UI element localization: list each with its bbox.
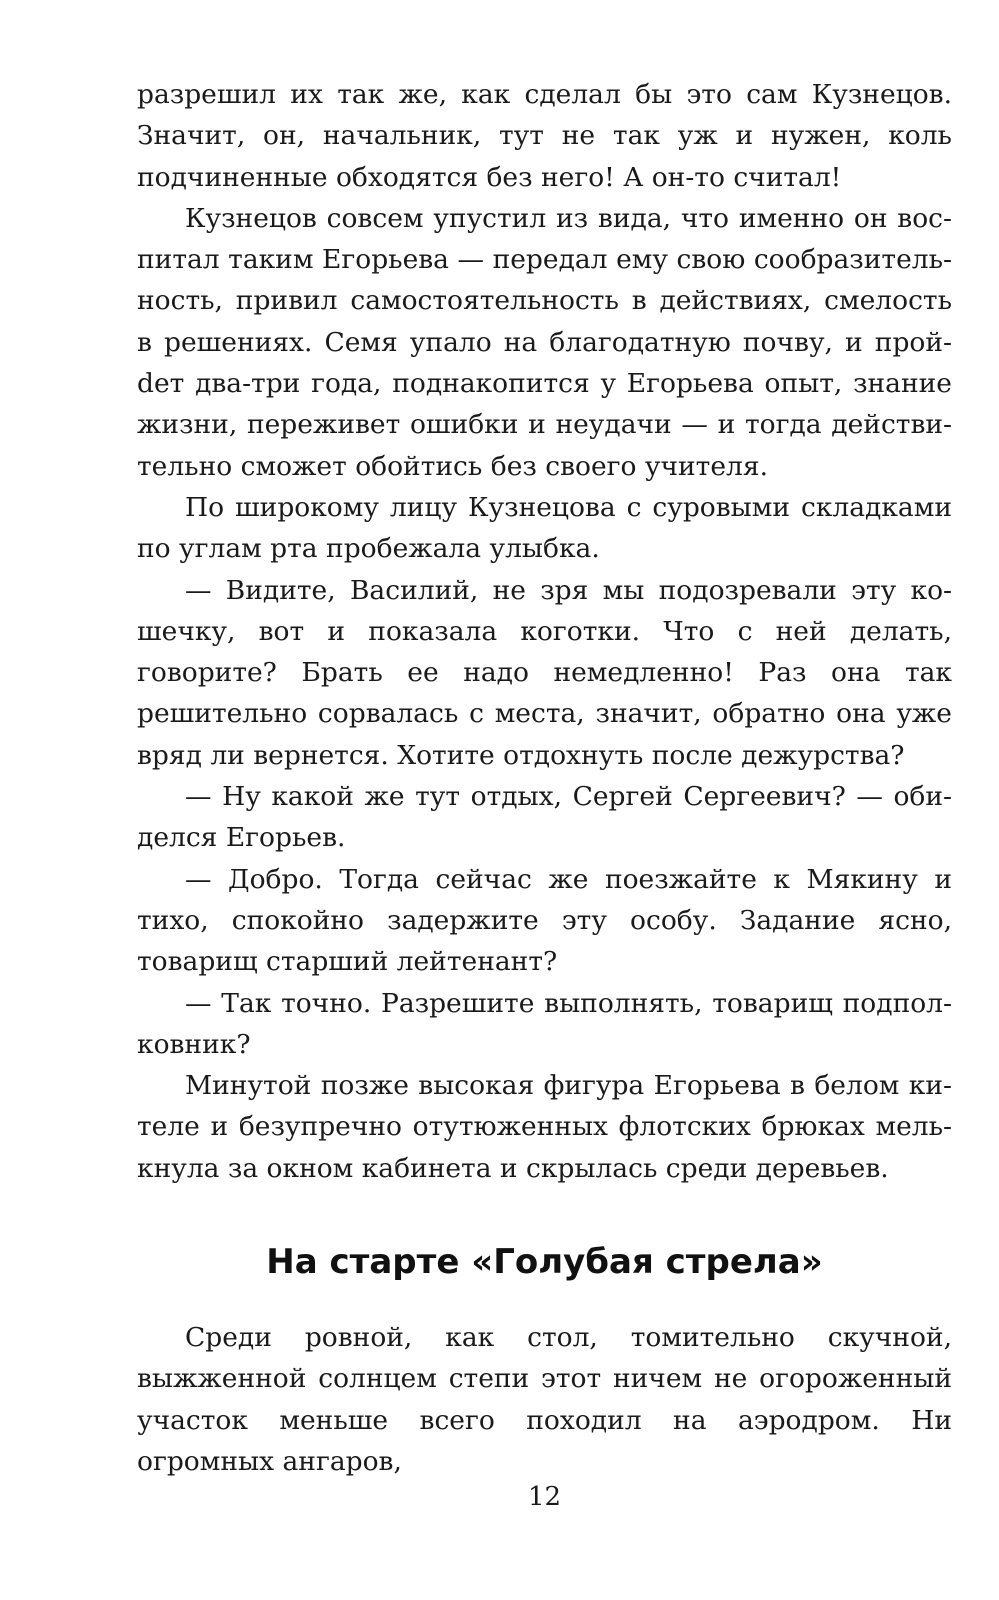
chapter-title: На старте «Голубая стрела» — [266, 1242, 823, 1282]
paragraph: Кузнецов совсем упустил из вида, что именно он воспитал таким Егорьева — передал ему свою сообразительность, привил самостоятельность в действиях, смелость в решениях. Семя упало на благодатную почву, и пройdет два-три года, поднакопится у Егорьева опыт, знание жизни, переживет ошибки и неудачи — и тогда действительно сможет обойтись без своего учителя. — [137, 202, 952, 482]
paragraph: Минутой позже высокая фигура Егорьева в белом кителе и безупречно отутюженных флотских брюках мелькнула за окном кабинета и скрылась среди деревьев. — [137, 1070, 952, 1184]
body-text-bottom — [137, 1317, 952, 1482]
paragraph: Среди ровной, как стол, томительно скучной, выжженной солнцем степи этот ничем не огороженный участок меньше всего походил на аэродром. Ни огромных ангаров, — [137, 1322, 952, 1477]
paragraph: По широкому лицу Кузнецова с суровыми складками по углам рта пробежала улыбка. — [137, 491, 952, 565]
dialogue-line: — Видите, Василий, не зря мы подозревали эту кошечку, вот и показала коготки. Что с ней делать, говорите? Брать ее надо немедленно! Раз она так решительно сорвалась с места, значит, обратно она уже вряд ли вернется. Хотите отдохнуть после дежурства? — [137, 574, 952, 771]
dialogue-line: — Так точно. Разрешите выполнять, товарищ подполковник? — [137, 987, 952, 1060]
paragraph-continuation: разрешил их так же, как сделал бы это сам Кузнецов. Значит, он, начальник, тут не так уж и нужен, коль подчиненные обходятся без него! А он-то считал! — [137, 79, 952, 193]
dialogue-line: — Добро. Тогда сейчас же поезжайте к Мякину и тихо, спокойно задержите эту особу. Задание ясно, товарищ старший лейтенант? — [137, 863, 952, 978]
body-text-top — [137, 74, 952, 1189]
page-number: 12 — [527, 1482, 562, 1512]
dialogue-line: — Ну какой же тут отдых, Сергей Сергеевич? — обиделся Егорьев. — [137, 781, 952, 854]
